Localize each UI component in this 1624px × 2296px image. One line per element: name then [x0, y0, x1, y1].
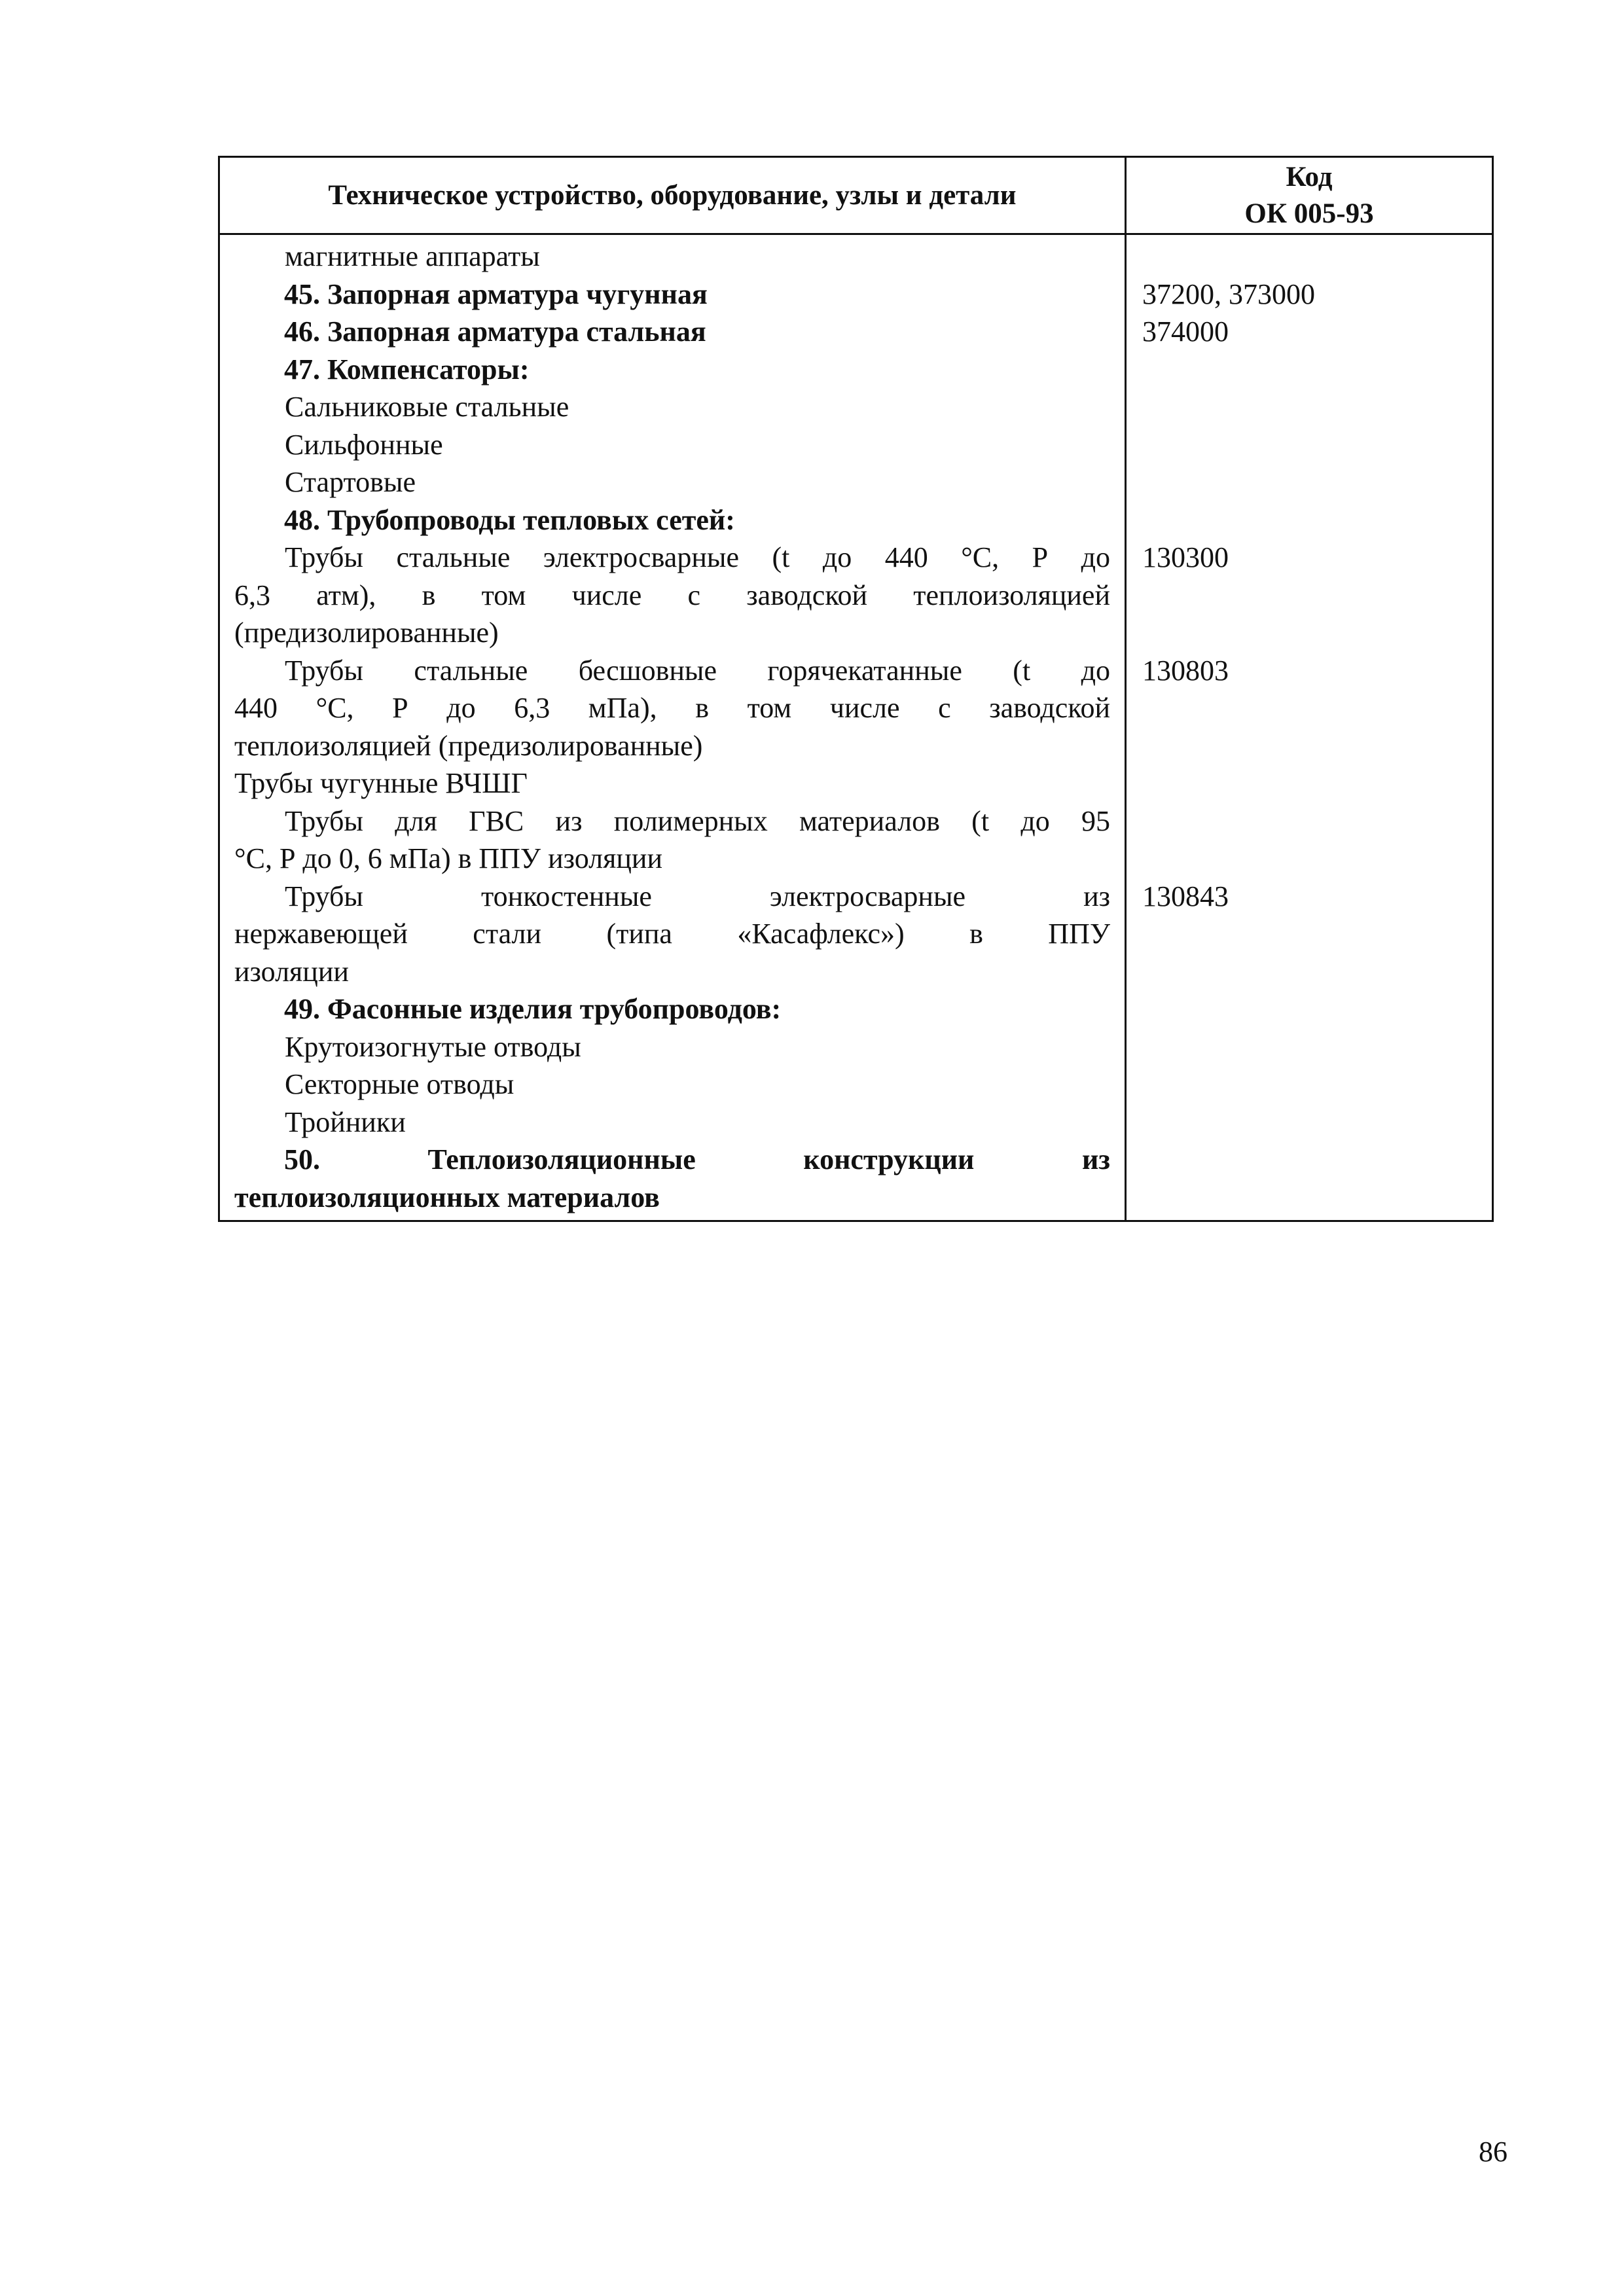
- code-value: 37200, 373000: [1142, 278, 1315, 310]
- code-value: [1142, 351, 1477, 389]
- code-value: [1142, 840, 1477, 878]
- header-code-line2: ОК 005-93: [1244, 198, 1374, 229]
- code-value: 130803: [1142, 654, 1229, 687]
- description-line: изоляции: [234, 955, 349, 988]
- description-line: 45. Запорная арматура чугунная: [284, 278, 708, 310]
- description-line: 48. Трубопроводы тепловых сетей:: [284, 503, 735, 536]
- description-line: теплоизоляционных материалов: [234, 1181, 660, 1213]
- description-line: 50. Теплоизоляционные конструкции из: [284, 1143, 1110, 1175]
- description-line: Трубы стальные бесшовные горячекатанные (t до: [285, 654, 1110, 687]
- header-description: Техническое устройство, оборудование, узлы и детали: [219, 157, 1126, 234]
- header-code: [1126, 157, 1493, 234]
- description-line: Сильфонные: [285, 428, 443, 461]
- page-number: 86: [1479, 2136, 1507, 2168]
- description-line: Секторные отводы: [285, 1068, 514, 1100]
- code-value: 374000: [1142, 315, 1229, 348]
- description-line: 6,3 атм), в том числе с заводской теплоизоляцией: [234, 579, 1110, 611]
- code-value: [1142, 1103, 1477, 1141]
- code-value: 130843: [1142, 880, 1229, 912]
- description-line: (предизолированные): [234, 617, 499, 649]
- code-value: [1142, 990, 1477, 1028]
- description-line: 49. Фасонные изделия трубопроводов:: [284, 993, 782, 1025]
- code-value: [1142, 727, 1477, 765]
- code-value: [1142, 388, 1477, 426]
- description-line: 440 °С, Р до 6,3 мПа), в том числе с заводской: [234, 692, 1110, 724]
- header-code-line1: Код: [1286, 161, 1333, 192]
- equipment-table: [218, 156, 1494, 1222]
- code-value: [1142, 1141, 1477, 1179]
- code-value: [1142, 689, 1477, 727]
- code-value: [1142, 764, 1477, 802]
- code-value: 130300: [1142, 541, 1229, 573]
- description-line: Трубы чугунные ВЧШГ: [234, 767, 528, 799]
- description-line: Стартовые: [285, 466, 416, 498]
- description-line: Крутоизогнутые отводы: [285, 1030, 581, 1063]
- table-body-row: [219, 234, 1493, 1221]
- table-header-row: [219, 157, 1493, 234]
- description-line: теплоизоляцией (предизолированные): [234, 729, 703, 762]
- code-value: [1142, 802, 1477, 840]
- description-line: °С, Р до 0, 6 мПа) в ППУ изоляции: [234, 842, 663, 874]
- code-value: [1142, 577, 1477, 615]
- description-line: нержавеющей стали (типа «Касафлекс») в ППУ: [234, 918, 1110, 950]
- code-value: [1142, 463, 1477, 501]
- description-line: Тройники: [285, 1105, 406, 1138]
- description-line: 46. Запорная арматура стальная: [284, 315, 706, 348]
- description-line: 47. Компенсаторы:: [284, 353, 530, 386]
- description-line: Сальниковые стальные: [285, 391, 569, 423]
- description-line: Трубы стальные электросварные (t до 440 °С, Р до: [285, 541, 1110, 573]
- description-line: Трубы для ГВС из полимерных материалов (t до 95: [285, 804, 1110, 837]
- code-cell: [1126, 234, 1493, 1221]
- description-line: Трубы тонкостенные электросварные из: [285, 880, 1110, 912]
- code-value: [1142, 238, 1477, 276]
- code-value: [1142, 1066, 1477, 1103]
- description-line: магнитные аппараты: [285, 240, 540, 272]
- description-cell: [219, 234, 1126, 1221]
- code-value: [1142, 614, 1477, 652]
- code-value: [1142, 501, 1477, 539]
- code-value: [1142, 953, 1477, 991]
- code-value: [1142, 915, 1477, 953]
- code-value: [1142, 1028, 1477, 1066]
- code-value: [1142, 1179, 1477, 1217]
- code-value: [1142, 426, 1477, 464]
